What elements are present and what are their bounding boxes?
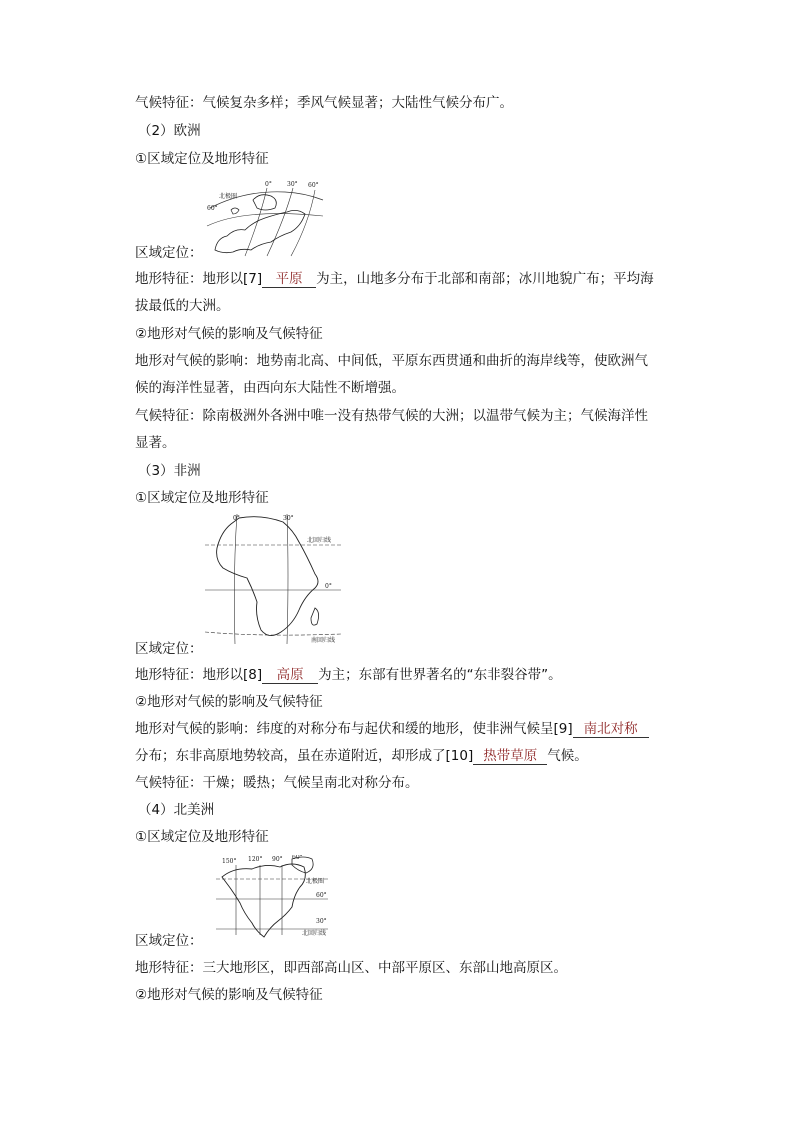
europe-map-lon0-label: 0° <box>265 181 272 188</box>
africa-climate-line: 气候特征：干燥；暖热；气候呈南北对称分布。 <box>135 775 419 791</box>
africa-heading: （3）非洲 <box>138 463 201 479</box>
africa-subheading-location: ①区域定位及地形特征 <box>135 490 269 506</box>
europe-climate-line-1: 气候特征：除南极洲外各洲中唯一没有热带气候的大洲；以温带气候为主；气候海洋性 <box>135 408 648 424</box>
europe-heading: （2）欧洲 <box>138 123 201 139</box>
north-america-map-lat30-label: 30° <box>316 918 327 925</box>
north-america-map <box>208 855 330 939</box>
africa-terrain-line <box>135 666 562 684</box>
answer-8: 高原 <box>262 667 318 684</box>
africa-terrain-prefix: 地形特征：地形以[8] <box>135 667 263 683</box>
europe-region-label: 区域定位： <box>135 245 203 261</box>
north-america-map-arctic-label: 北极圈 <box>306 878 325 885</box>
africa-map-south-tropic-label: 南回归线 <box>311 637 336 644</box>
europe-map-arctic-label: 北极圈 <box>219 193 238 200</box>
north-america-heading: （4）北美洲 <box>138 802 215 818</box>
north-america-map-lat60b-label: 60° <box>316 892 327 899</box>
africa-influence-prefix: 地形对气候的影响：纬度的对称分布与起伏和缓的地形，使非洲气候呈[9] <box>135 721 573 737</box>
europe-climate-line-2: 显著。 <box>135 435 176 451</box>
europe-terrain-prefix: 地形特征：地形以[7] <box>135 271 263 287</box>
north-america-map-lon150-label: 150° <box>222 858 237 865</box>
africa-influence-line-1 <box>135 720 649 738</box>
europe-subheading-location: ①区域定位及地形特征 <box>135 151 269 167</box>
north-america-map-lon90-label: 90° <box>272 856 283 863</box>
north-america-map-lon120-label: 120° <box>248 856 263 863</box>
africa-terrain-suffix: 为主；东部有世界著名的“东非裂谷带”。 <box>318 667 562 683</box>
asia-climate-text: 气候特征：气候复杂多样；季风气候显著；大陆性气候分布广。 <box>135 95 513 111</box>
africa-map-north-tropic-label: 北回归线 <box>307 537 332 544</box>
europe-terrain-continued: 拔最低的大洲。 <box>135 298 230 314</box>
africa-map-lon0-label: 0° <box>233 515 240 522</box>
europe-map-lon60-label: 60° <box>308 182 319 189</box>
answer-7: 平原 <box>262 271 316 288</box>
africa-map <box>203 512 343 647</box>
answer-10: 热带草原 <box>473 748 547 765</box>
north-america-subheading-climate: ②地形对气候的影响及气候特征 <box>135 987 323 1003</box>
europe-terrain-suffix: 为主，山地多分布于北部和南部；冰川地貌广布；平均海 <box>316 271 654 287</box>
europe-subheading-climate: ②地形对气候的影响及气候特征 <box>135 326 323 342</box>
africa-influence2-suffix: 气候。 <box>547 748 588 764</box>
europe-map <box>205 178 325 258</box>
africa-region-label: 区域定位： <box>135 641 203 657</box>
answer-9: 南北对称 <box>573 721 649 738</box>
europe-map-lat60-label: 60° <box>207 205 218 212</box>
north-america-terrain-line: 地形特征：三大地形区，即西部高山区、中部平原区、东部山地高原区。 <box>135 960 567 976</box>
north-america-map-tropic-label: 北回归线 <box>302 930 327 937</box>
north-america-subheading-location: ①区域定位及地形特征 <box>135 829 269 845</box>
europe-influence-line-2: 候的海洋性显著，由西向东大陆性不断增强。 <box>135 380 405 396</box>
africa-influence2-prefix: 分布；东非高原地势较高，虽在赤道附近，却形成了[10] <box>135 748 474 764</box>
north-america-region-label: 区域定位： <box>135 933 203 949</box>
north-america-map-lat60a-label: 60° <box>292 855 303 861</box>
europe-terrain-line <box>135 270 654 288</box>
africa-map-equator-label: 0° <box>325 583 332 590</box>
europe-map-lon30-label: 30° <box>287 181 298 188</box>
africa-map-lon30-label: 30° <box>283 515 294 522</box>
europe-influence-line-1: 地形对气候的影响：地势南北高、中间低，平原东西贯通和曲折的海岸线等，使欧洲气 <box>135 353 648 369</box>
africa-subheading-climate: ②地形对气候的影响及气候特征 <box>135 694 323 710</box>
africa-influence-line-2 <box>135 747 588 765</box>
